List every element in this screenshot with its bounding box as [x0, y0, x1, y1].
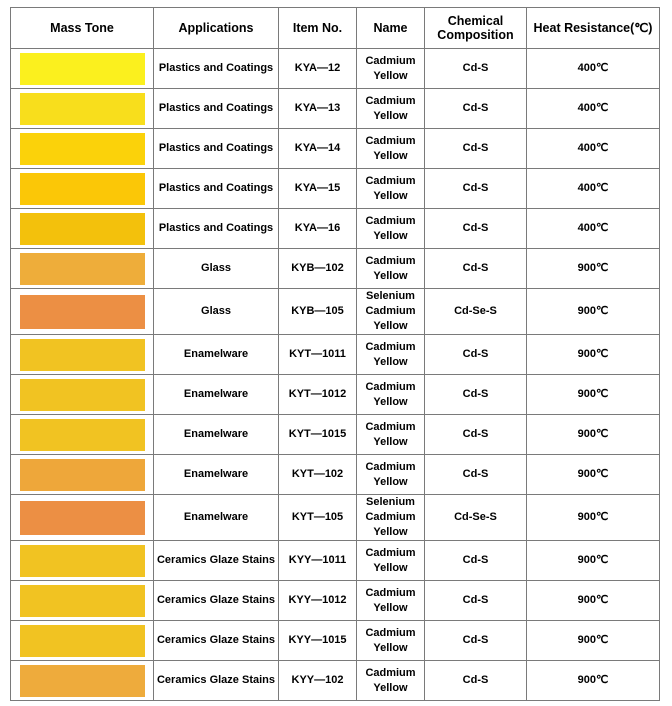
- cell-heat-resistance: 900℃: [527, 289, 660, 335]
- table-row: [11, 661, 660, 701]
- mass-tone-swatch: [20, 379, 145, 411]
- header-name: Name: [357, 8, 425, 49]
- mass-tone-swatch: [20, 665, 145, 697]
- mass-tone-swatch: [20, 213, 145, 245]
- cell-mass-tone: [11, 209, 154, 249]
- cell-item-no: KYY—1015: [279, 621, 357, 661]
- cell-chemical-composition: Cd-S: [425, 249, 527, 289]
- mass-tone-swatch: [20, 133, 145, 165]
- cell-mass-tone: [11, 169, 154, 209]
- mass-tone-swatch: [20, 501, 145, 535]
- mass-tone-swatch: [20, 545, 145, 577]
- cell-chemical-composition: Cd-S: [425, 169, 527, 209]
- table-row: [11, 495, 660, 541]
- table-row: [11, 455, 660, 495]
- cell-heat-resistance: 900℃: [527, 621, 660, 661]
- mass-tone-swatch: [20, 585, 145, 617]
- header-row: [11, 8, 660, 49]
- header-item-no: Item No.: [279, 8, 357, 49]
- cell-mass-tone: [11, 541, 154, 581]
- cell-mass-tone: [11, 289, 154, 335]
- cell-chemical-composition: Cd-S: [425, 49, 527, 89]
- cell-name: Cadmium Yellow: [357, 541, 425, 581]
- header-mass-tone: Mass Tone: [11, 8, 154, 49]
- header-heat-resistance: Heat Resistance(℃): [527, 8, 660, 49]
- cell-applications: Enamelware: [154, 455, 279, 495]
- cell-item-no: KYT—102: [279, 455, 357, 495]
- cell-heat-resistance: 400℃: [527, 129, 660, 169]
- cell-heat-resistance: 400℃: [527, 209, 660, 249]
- cell-applications: Enamelware: [154, 415, 279, 455]
- cell-name: Cadmium Yellow: [357, 129, 425, 169]
- table-row: [11, 581, 660, 621]
- cell-item-no: KYT—1011: [279, 335, 357, 375]
- cell-applications: Enamelware: [154, 495, 279, 541]
- cell-chemical-composition: Cd-S: [425, 89, 527, 129]
- cell-item-no: KYT—1015: [279, 415, 357, 455]
- cell-name: Cadmium Yellow: [357, 89, 425, 129]
- header-applications: Applications: [154, 8, 279, 49]
- cell-heat-resistance: 900℃: [527, 581, 660, 621]
- cell-item-no: KYB—105: [279, 289, 357, 335]
- cell-name: Cadmium Yellow: [357, 335, 425, 375]
- cell-applications: Enamelware: [154, 375, 279, 415]
- table-row: [11, 209, 660, 249]
- cell-applications: Plastics and Coatings: [154, 49, 279, 89]
- cell-item-no: KYY—1011: [279, 541, 357, 581]
- table-row: [11, 375, 660, 415]
- cell-mass-tone: [11, 621, 154, 661]
- cell-heat-resistance: 900℃: [527, 541, 660, 581]
- cell-name: Cadmium Yellow: [357, 455, 425, 495]
- cell-mass-tone: [11, 415, 154, 455]
- cell-applications: Plastics and Coatings: [154, 209, 279, 249]
- pigment-table: [10, 7, 660, 701]
- cell-applications: Ceramics Glaze Stains: [154, 621, 279, 661]
- cell-chemical-composition: Cd-S: [425, 129, 527, 169]
- cell-item-no: KYA—15: [279, 169, 357, 209]
- cell-applications: Ceramics Glaze Stains: [154, 541, 279, 581]
- mass-tone-swatch: [20, 295, 145, 329]
- cell-item-no: KYB—102: [279, 249, 357, 289]
- cell-item-no: KYY—1012: [279, 581, 357, 621]
- mass-tone-swatch: [20, 93, 145, 125]
- cell-name: Cadmium Yellow: [357, 581, 425, 621]
- table-row: [11, 621, 660, 661]
- cell-chemical-composition: Cd-S: [425, 661, 527, 701]
- cell-name: Cadmium Yellow: [357, 249, 425, 289]
- cell-name: Cadmium Yellow: [357, 621, 425, 661]
- cell-name: Cadmium Yellow: [357, 415, 425, 455]
- cell-mass-tone: [11, 455, 154, 495]
- cell-item-no: KYT—1012: [279, 375, 357, 415]
- cell-chemical-composition: Cd-S: [425, 335, 527, 375]
- cell-applications: Ceramics Glaze Stains: [154, 581, 279, 621]
- mass-tone-swatch: [20, 625, 145, 657]
- cell-chemical-composition: Cd-S: [425, 455, 527, 495]
- cell-chemical-composition: Cd-Se-S: [425, 289, 527, 335]
- cell-chemical-composition: Cd-S: [425, 415, 527, 455]
- cell-applications: Ceramics Glaze Stains: [154, 661, 279, 701]
- cell-heat-resistance: 900℃: [527, 415, 660, 455]
- cell-heat-resistance: 400℃: [527, 89, 660, 129]
- mass-tone-swatch: [20, 459, 145, 491]
- cell-chemical-composition: Cd-Se-S: [425, 495, 527, 541]
- cell-mass-tone: [11, 49, 154, 89]
- cell-heat-resistance: 900℃: [527, 455, 660, 495]
- cell-chemical-composition: Cd-S: [425, 581, 527, 621]
- cell-name: Cadmium Yellow: [357, 661, 425, 701]
- table-row: [11, 169, 660, 209]
- cell-name: Selenium Cadmium Yellow: [357, 495, 425, 541]
- cell-applications: Plastics and Coatings: [154, 169, 279, 209]
- cell-applications: Glass: [154, 249, 279, 289]
- mass-tone-swatch: [20, 339, 145, 371]
- mass-tone-swatch: [20, 173, 145, 205]
- table-row: [11, 129, 660, 169]
- cell-mass-tone: [11, 89, 154, 129]
- table-row: [11, 415, 660, 455]
- cell-heat-resistance: 900℃: [527, 495, 660, 541]
- mass-tone-swatch: [20, 53, 145, 85]
- table-row: [11, 335, 660, 375]
- cell-heat-resistance: 900℃: [527, 661, 660, 701]
- cell-heat-resistance: 400℃: [527, 169, 660, 209]
- cell-mass-tone: [11, 495, 154, 541]
- cell-item-no: KYT—105: [279, 495, 357, 541]
- table-row: [11, 541, 660, 581]
- cell-heat-resistance: 900℃: [527, 335, 660, 375]
- cell-name: Cadmium Yellow: [357, 375, 425, 415]
- table-row: [11, 249, 660, 289]
- cell-item-no: KYA—12: [279, 49, 357, 89]
- cell-heat-resistance: 900℃: [527, 249, 660, 289]
- mass-tone-swatch: [20, 419, 145, 451]
- cell-mass-tone: [11, 581, 154, 621]
- cell-chemical-composition: Cd-S: [425, 621, 527, 661]
- cell-name: Cadmium Yellow: [357, 209, 425, 249]
- cell-name: Selenium Cadmium Yellow: [357, 289, 425, 335]
- header-chemical-composition: Chemical Composition: [425, 8, 527, 49]
- cell-name: Cadmium Yellow: [357, 49, 425, 89]
- table-row: [11, 49, 660, 89]
- mass-tone-swatch: [20, 253, 145, 285]
- table-row: [11, 289, 660, 335]
- cell-mass-tone: [11, 249, 154, 289]
- cell-heat-resistance: 400℃: [527, 49, 660, 89]
- cell-item-no: KYY—102: [279, 661, 357, 701]
- cell-applications: Glass: [154, 289, 279, 335]
- table-row: [11, 89, 660, 129]
- cell-item-no: KYA—13: [279, 89, 357, 129]
- cell-applications: Enamelware: [154, 335, 279, 375]
- cell-mass-tone: [11, 375, 154, 415]
- cell-mass-tone: [11, 661, 154, 701]
- cell-item-no: KYA—16: [279, 209, 357, 249]
- cell-mass-tone: [11, 335, 154, 375]
- cell-name: Cadmium Yellow: [357, 169, 425, 209]
- cell-item-no: KYA—14: [279, 129, 357, 169]
- cell-applications: Plastics and Coatings: [154, 89, 279, 129]
- cell-applications: Plastics and Coatings: [154, 129, 279, 169]
- cell-mass-tone: [11, 129, 154, 169]
- cell-heat-resistance: 900℃: [527, 375, 660, 415]
- cell-chemical-composition: Cd-S: [425, 375, 527, 415]
- cell-chemical-composition: Cd-S: [425, 209, 527, 249]
- cell-chemical-composition: Cd-S: [425, 541, 527, 581]
